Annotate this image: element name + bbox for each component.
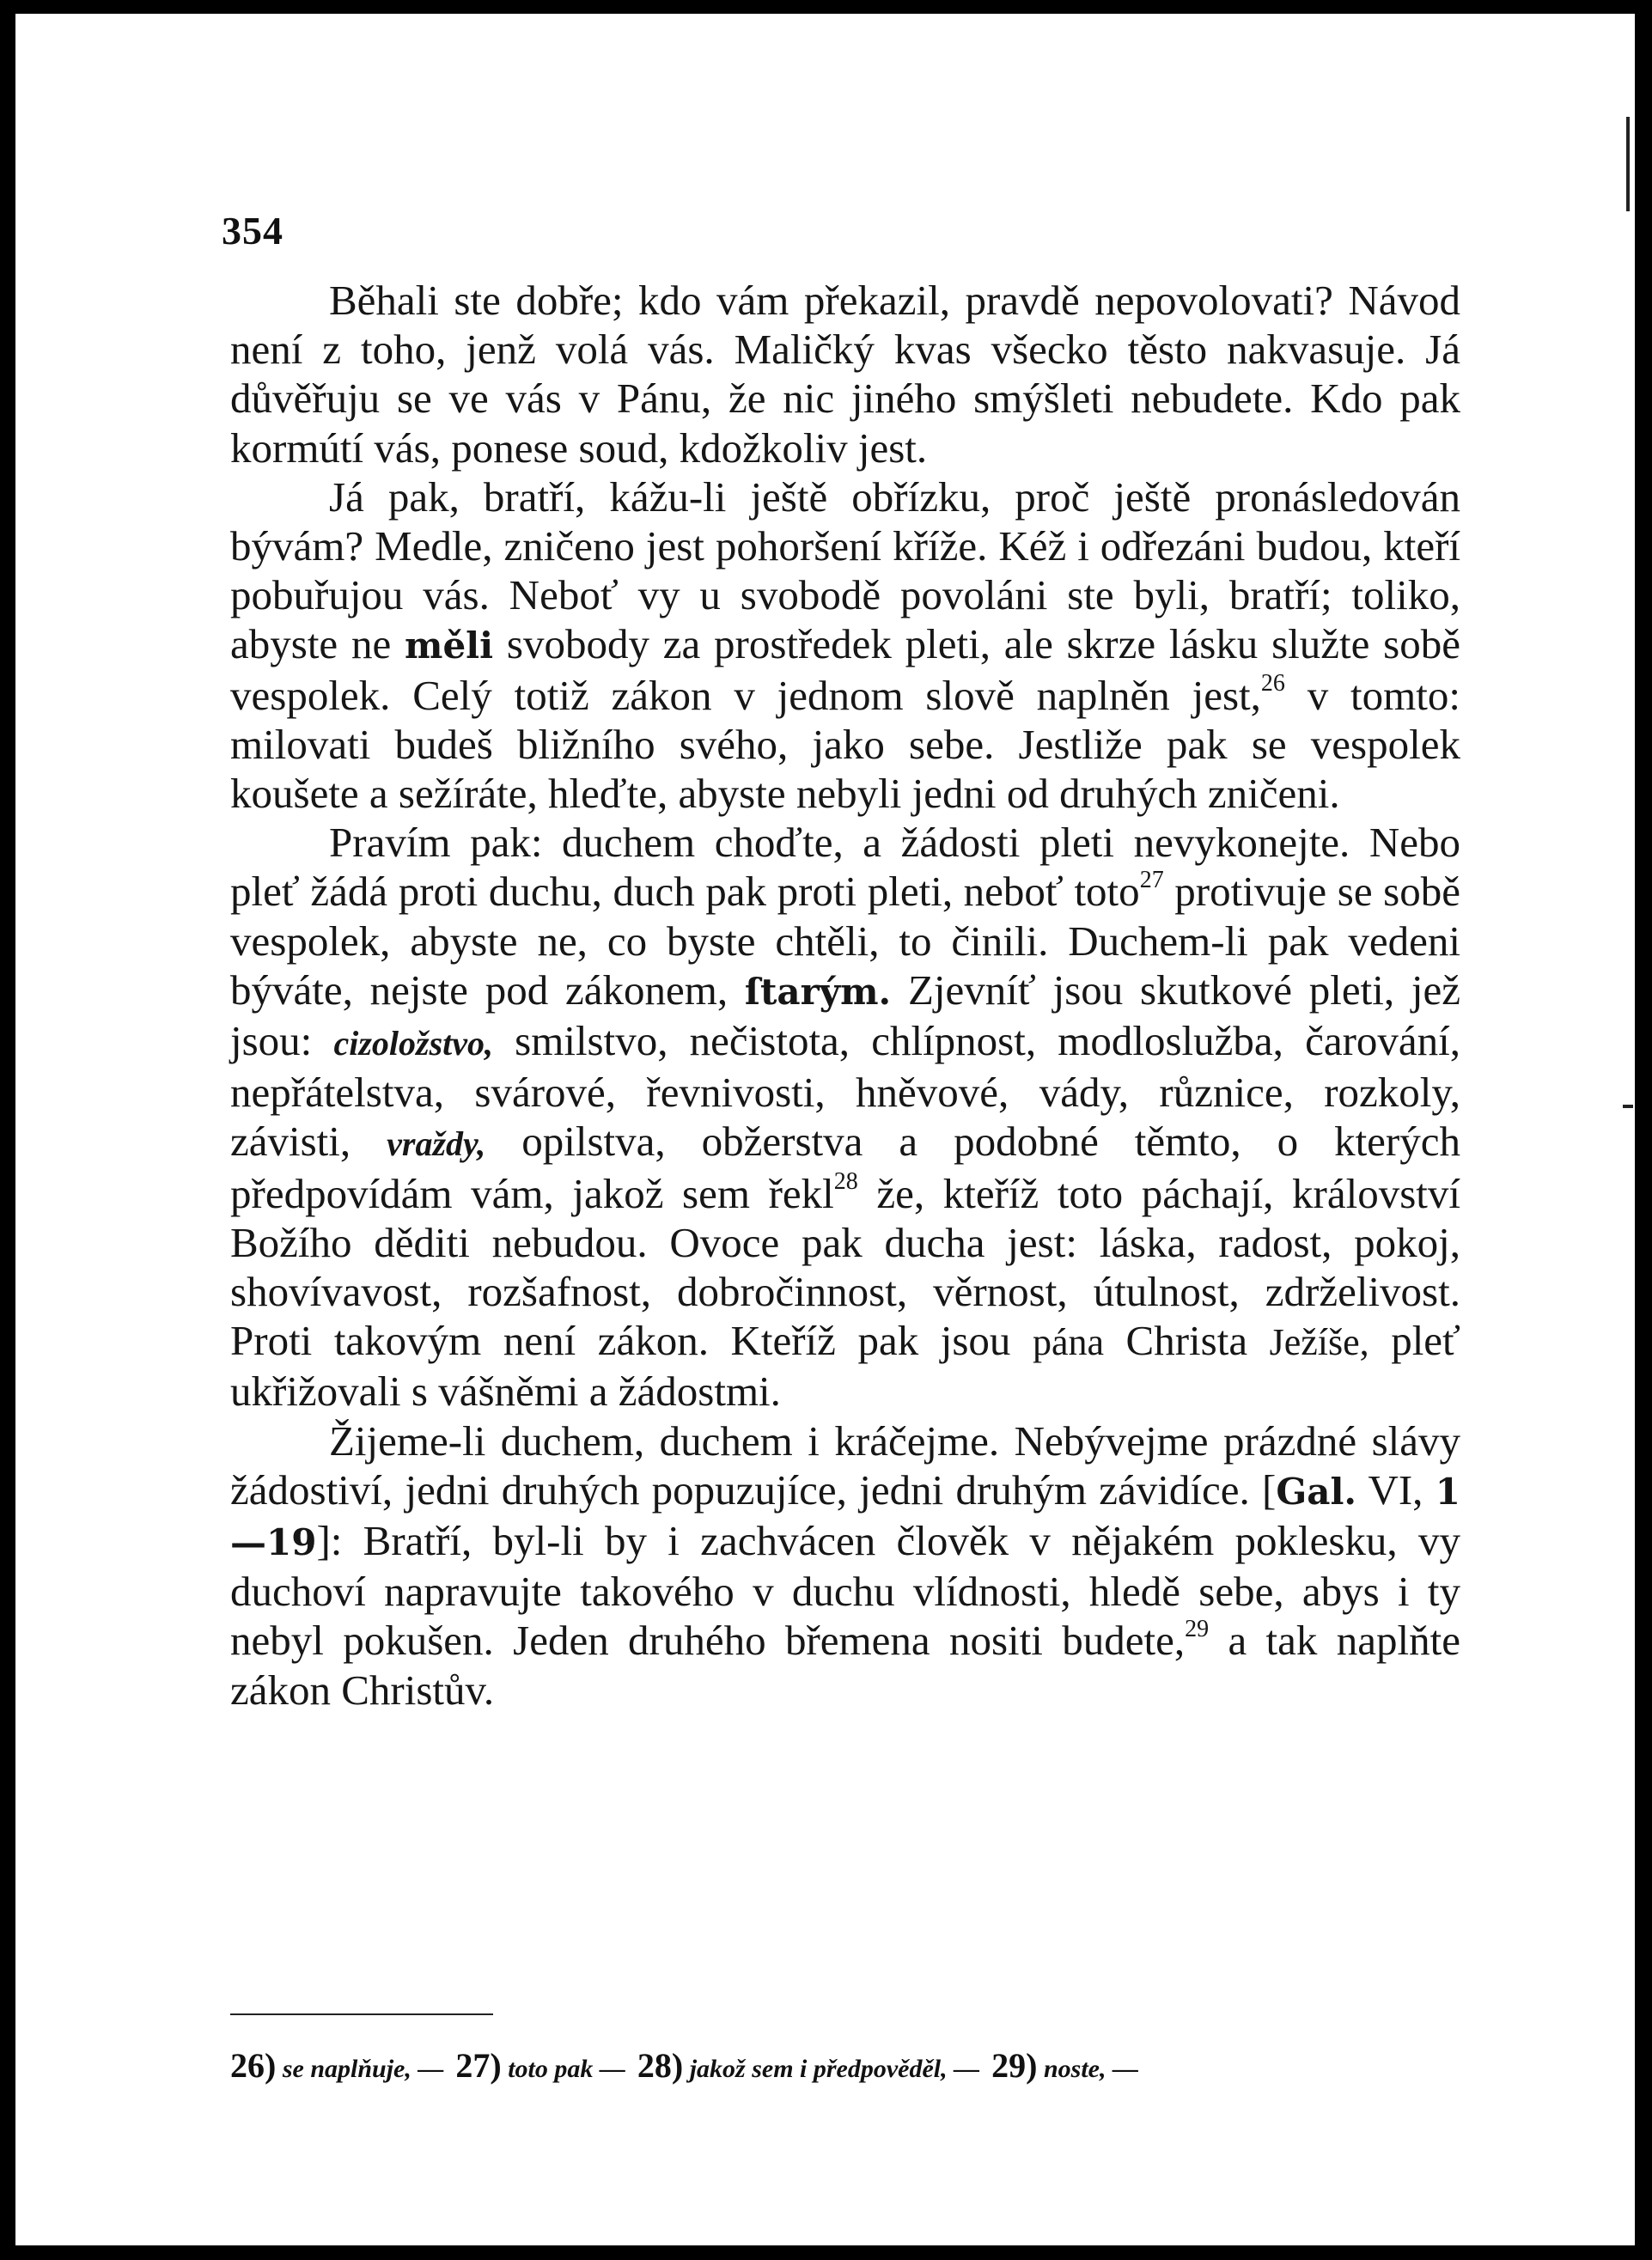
paragraph — [230, 276, 1460, 472]
text-run: a tak naplňte zákon Christův. — [230, 1617, 1460, 1714]
text-run: pleť ukřižovali s vášněmi a žádostmi. — [230, 1317, 1460, 1416]
footnote — [991, 2046, 1138, 2085]
footnote-divider — [230, 2013, 493, 2015]
footnote — [637, 2046, 980, 2085]
text-run: Žijeme-li duchem, duchem i kráčejme. Nebývejme prázdné slávy žádostiví, jedni druhých popuzujíce, jedni druhým závidíce. [ — [230, 1416, 1460, 1514]
paragraph — [230, 472, 1460, 818]
scanned-page — [15, 14, 1635, 2245]
footnote — [455, 2046, 625, 2085]
text-run: smilstvo, nečistota, chlípnost, modloslužba, čarování, nepřátelstva, svárové, řevnivosti, hněvové, vády, různice, rozkoly, závisti, — [230, 1017, 1460, 1166]
footnote-text: toto pak — — [501, 2055, 625, 2083]
italic-word: vraždy, — [387, 1124, 486, 1164]
footnote-ref: 28 — [833, 1168, 858, 1196]
small-word: Ježíše, — [1269, 1321, 1369, 1364]
footnote-number: 27) — [455, 2046, 502, 2085]
text-run: Já pak, bratří, kážu-li ještě obřízku, proč ještě pronásledován bývám? Medle, zničeno jest pohoršení kříže. Kéž i odřezáni budou, kteří pobuřujou vás. Neboť vy u svobodě povoláni ste byli, bratří; toliko, abyste ne — [230, 472, 1460, 668]
footnote-number: 26) — [230, 2046, 277, 2085]
blackletter-word: Gal. — [1276, 1470, 1357, 1513]
blackletter-word: měli — [405, 624, 494, 667]
footnote-ref: 27 — [1139, 867, 1164, 894]
footnote-ref: 29 — [1185, 1616, 1210, 1643]
footnote-text: jakož sem i předpověděl, — — [683, 2055, 980, 2083]
text-run: protivuje se sobě vespolek, abyste ne, co byste chtěli, to činili. Duchem-li pak vedeni býváte, nejste pod zákonem, — [230, 868, 1460, 1014]
paragraph — [230, 818, 1460, 1416]
small-word: pána — [1032, 1321, 1104, 1364]
text-run: opilstva, obžerstva a podobné těmto, o kterých předpovídám vám, jakož sem řekl — [230, 1118, 1460, 1217]
text-run: že, kteříž toto páchají, království Božího děditi nebudou. Ovoce pak ducha jest: láska, radost, pokoj, shovívavost, rozšafnost, dobročinnost, věrnost, útulnost, zdrželivost. Proti takovým není zákon. Kteříž pak jsou — [230, 1169, 1460, 1365]
text-run: VI, — [1356, 1465, 1436, 1514]
text-run: v tomto: milovati budeš bližního svého, jako sebe. Jestliže pak se vespolek koušete a sežíráte, hleďte, abyste nebyli jedni od druhých zničeni. — [230, 671, 1460, 818]
footnote-text: se naplňuje, — — [276, 2055, 444, 2083]
text-run: Christa — [1104, 1317, 1270, 1365]
scan-edge-mark — [1626, 117, 1630, 211]
page-number: 354 — [222, 209, 283, 253]
text-run: Běhali ste dobře; kdo vám překazil, pravdě nepovolovati? Návod není z toho, jenž volá vás. Maličký kvas všecko těsto nakvasuje. Já důvěřuju se ve vás v Pánu, že nic jiného smýšleti nebudete. Kdo pak kormútí vás, ponese soud, kdožkoliv jest. — [230, 277, 1460, 472]
footnote-number: 29) — [991, 2046, 1038, 2085]
scan-edge-mark — [1623, 1105, 1633, 1108]
text-run: Zjevníť jsou skutkové pleti, jež jsou: — [230, 966, 1460, 1065]
text-run: Pravím pak: duchem choďte, a žádosti pleti nevykonejte. Nebo pleť žádá proti duchu, duch pak proti pleti, neboť toto — [230, 819, 1460, 916]
text-run: ]: Bratří, byl-li by i zachvácen člověk v nějakém poklesku, vy duchoví napravujte takového v duchu vlídnosti, hledě sebe, abys i ty nebyl pokušen. Jeden druhého břemena nositi budete, — [230, 1517, 1460, 1665]
blackletter-word: ſtarým. — [744, 970, 892, 1013]
footnote-number: 28) — [637, 2046, 684, 2085]
footnote — [230, 2046, 444, 2085]
footnote-ref: 26 — [1260, 670, 1285, 697]
body-text — [230, 276, 1460, 1715]
footnote-text: noste, — — [1037, 2055, 1138, 2083]
footnotes — [230, 2045, 1467, 2086]
text-run: svobody za prostředek pleti, ale skrze lásku služte sobě vespolek. Celý totiž zákon v jednom slově naplněn jest, — [230, 620, 1460, 719]
blackletter-word: 1—19 — [230, 1470, 1460, 1564]
paragraph — [230, 1416, 1460, 1715]
italic-word: cizoložstvo, — [333, 1024, 493, 1063]
